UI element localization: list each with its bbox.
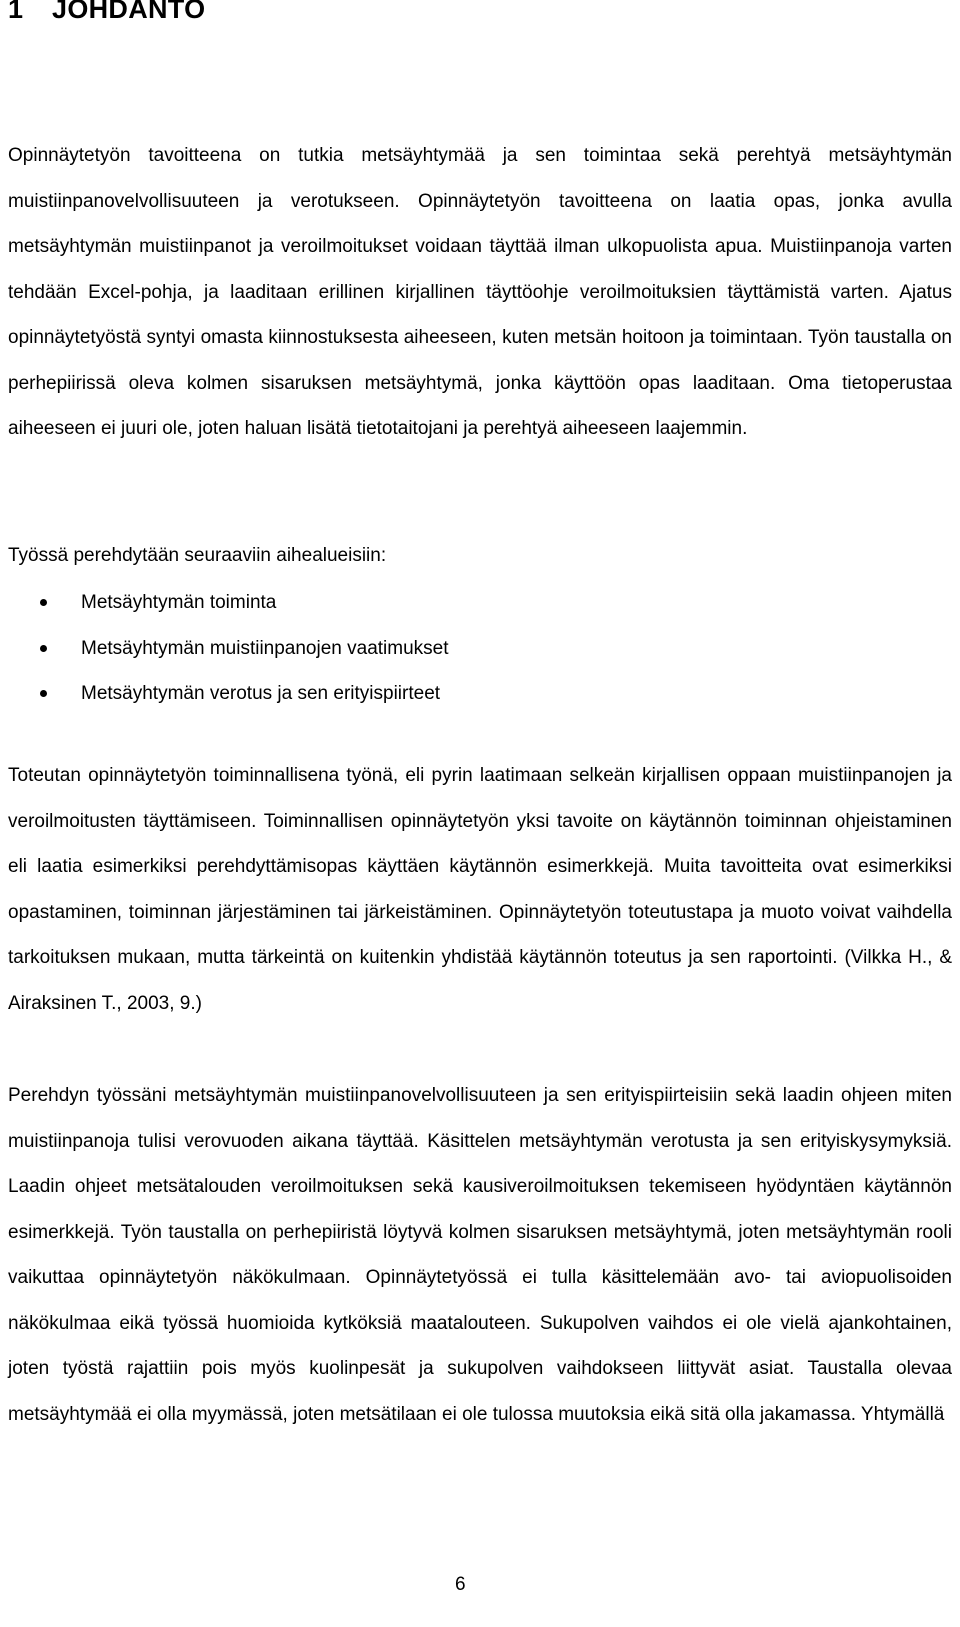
list-item xyxy=(40,580,449,626)
paragraph-scope: Perehdyn työssäni metsäyhtymän muistiinpanovelvollisuuteen ja sen erityispiirteisiin sekä laadin ohjeen miten muistiinpanoja tulisi verovuoden aikana täyttää. Käsittelen metsäyhtymän verotusta ja sen erityiskysymyksiä. Laadin ohjeet metsätalouden veroilmoituksen sekä kausiveroilmoituksen tekemiseen hyödyntäen käytännön esimerkkejä. Työn taustalla on perhepiiristä löytyvä kolmen sisaruksen metsäyhtymä, joten metsäyhtymän rooli vaikuttaa opinnäytetyön näkökulmaan. Opinnäytetyössä ei tulla käsittelemään avo- tai aviopuolisoiden näkökulmaa eikä työssä huomioida kytköksiä maatalouteen. Sukupolven vaihdos ei ole vielä ajankohtainen, joten työstä rajattiin pois myös kuolinpesät ja sukupolven vaihdokseen liittyvät asiat. Taustalla olevaa metsäyhtymää ei olla myymässä, joten metsätilaan ei ole tulossa muutoksia eikä sitä olla jakamassa. Yhtymällä xyxy=(8,1085,952,1425)
topic-list xyxy=(40,580,449,717)
list-item xyxy=(40,626,449,672)
bullet-icon xyxy=(40,690,47,697)
bullet-icon xyxy=(40,599,47,606)
list-item-text: Metsäyhtymän muistiinpanojen vaatimukset xyxy=(81,637,449,659)
list-item xyxy=(40,671,449,717)
paragraph-topics-intro: Työssä perehdytään seuraaviin aihealueisiin: xyxy=(8,545,387,566)
bullet-icon xyxy=(40,645,47,652)
paragraph-intro: Opinnäytetyön tavoitteena on tutkia metsäyhtymää ja sen toimintaa sekä perehtyä metsäyhtymän muistiinpanovelvollisuuteen ja verotukseen. Opinnäytetyön tavoitteena on laatia opas, jonka avulla metsäyhtymän muistiinpanot ja veroilmoitukset voidaan täyttää ilman ulkopuolista apua. Muistiinpanoja varten tehdään Excel-pohja, ja laaditaan erillinen kirjallinen täyttöohje veroilmoituksien täyttämistä varten. Ajatus opinnäytetyöstä syntyi omasta kiinnostuksesta aiheeseen, kuten metsän hoitoon ja toimintaan. Työn taustalla on perhepiirissä oleva kolmen sisaruksen metsäyhtymä, jonka käyttöön opas laaditaan. Oma tietoperustaa aiheeseen ei juuri ole, joten haluan lisätä tietotaitojani ja perehtyä aiheeseen laajemmin. xyxy=(8,145,952,439)
list-item-text: Metsäyhtymän verotus ja sen erityispiirteet xyxy=(81,683,441,704)
paragraph-method: Toteutan opinnäytetyön toiminnallisena työnä, eli pyrin laatimaan selkeän kirjallisen oppaan muistiinpanojen ja veroilmoitusten täyttämiseen. Toiminnallisen opinnäytetyön yksi tavoite on käytännön toiminnan ohjeistaminen eli laatia esimerkiksi perehdyttämisopas käyttäen käytännön esimerkkejä. Muita tavoitteita ovat esimerkiksi opastaminen, toiminnan järjestäminen tai järkeistäminen. Opinnäytetyön toteutustapa ja muoto voivat vaihdella tarkoituksen mukaan, mutta tärkeintä on kuitenkin yhdistää käytännön toteutus ja sen raportointi. (Vilkka H., & Airaksinen T., 2003, 9.) xyxy=(8,765,952,1014)
page-number: 6 xyxy=(455,1574,466,1595)
list-item-text: Metsäyhtymän toiminta xyxy=(81,592,277,613)
section-heading xyxy=(8,0,205,25)
section-title: JOHDANTO xyxy=(52,0,206,24)
section-number: 1 xyxy=(8,0,24,24)
